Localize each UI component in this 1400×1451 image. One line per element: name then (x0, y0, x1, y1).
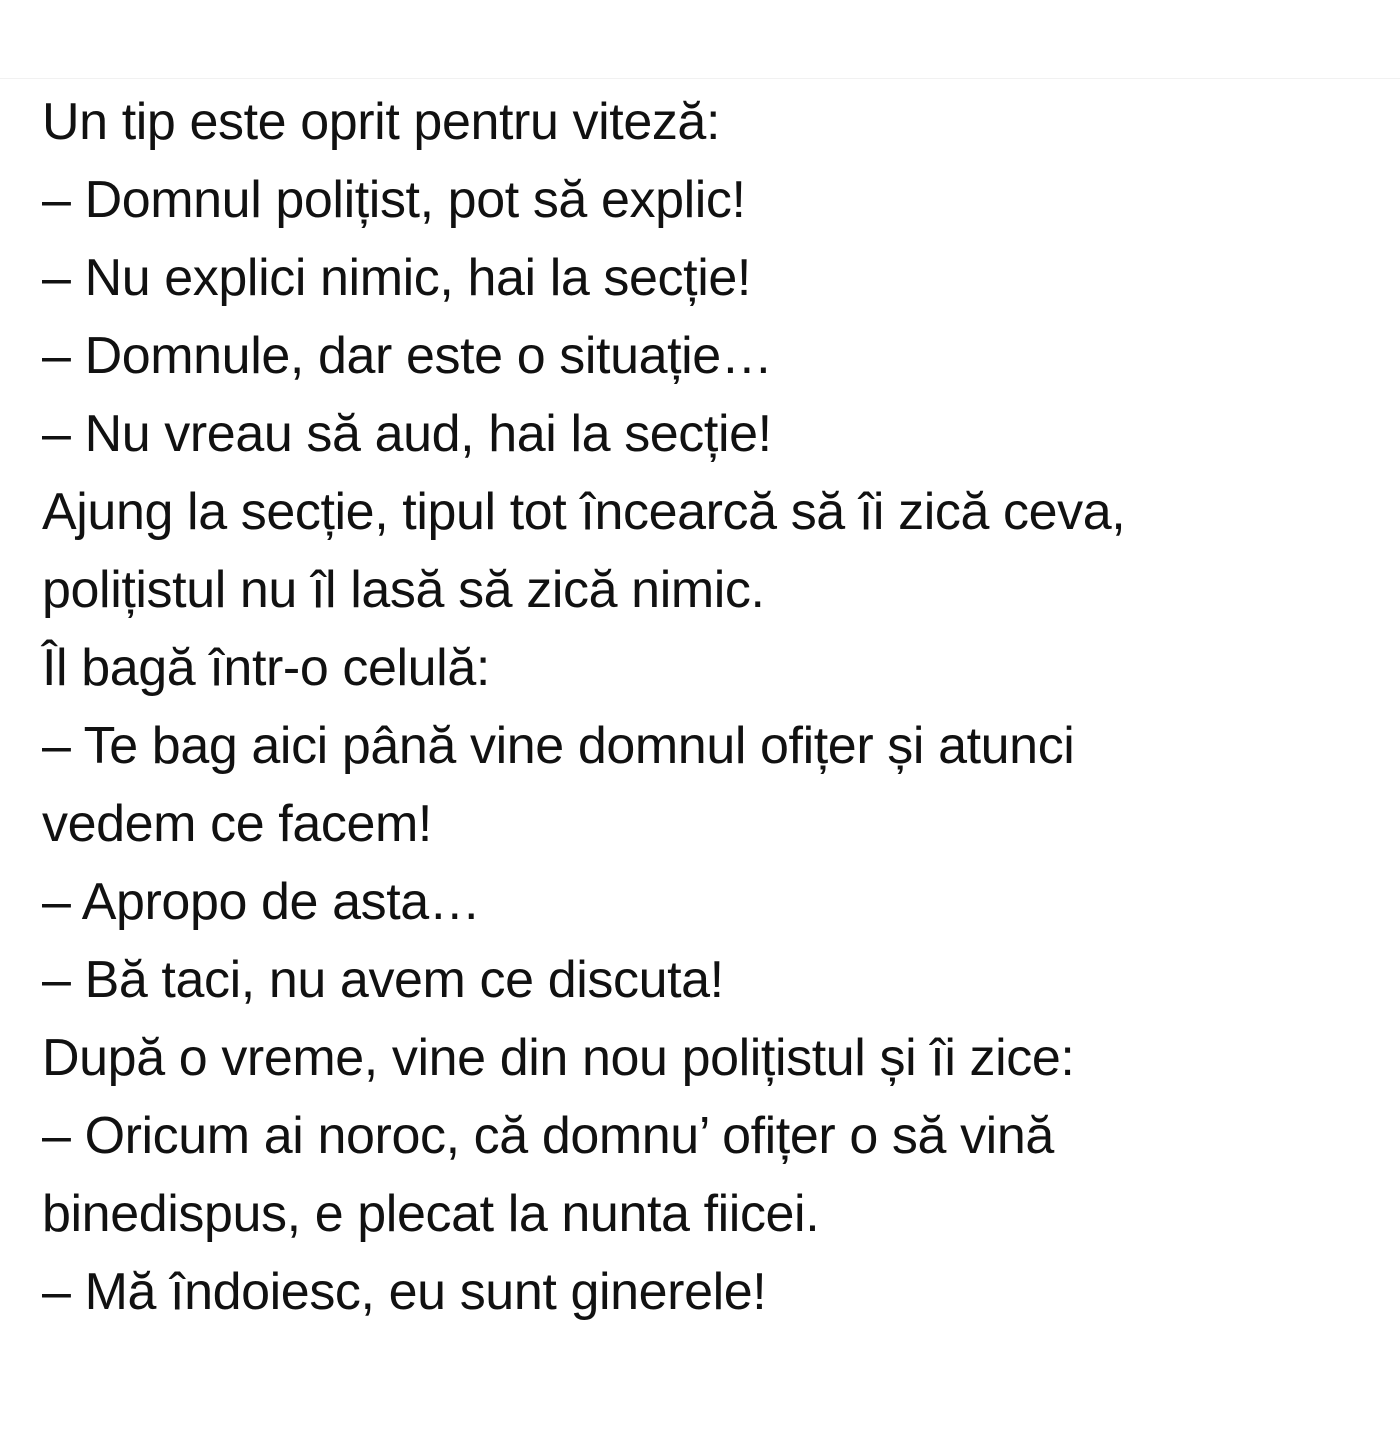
joke-line: Un tip este oprit pentru viteză: (42, 93, 721, 151)
joke-line: După o vreme, vine din nou polițistul și îi zice: (42, 1029, 1075, 1087)
joke-line: – Domnule, dar este o situație… (42, 327, 773, 385)
joke-line: – Bă taci, nu avem ce discuta! (42, 951, 724, 1009)
joke-line: – Nu vreau să aud, hai la secție! (42, 405, 772, 463)
joke-line: – Oricum ai noroc, că domnu’ ofițer o să vină (42, 1107, 1054, 1165)
joke-line: – Nu explici nimic, hai la secție! (42, 249, 751, 307)
joke-line: vedem ce facem! (42, 795, 432, 853)
joke-line: binedispus, e plecat la nunta fiicei. (42, 1185, 820, 1243)
joke-line: – Te bag aici până vine domnul ofițer și atunci (42, 717, 1075, 775)
joke-line: – Mă îndoiesc, eu sunt ginerele! (42, 1263, 767, 1321)
joke-line: Ajung la secție, tipul tot încearcă să îi zică ceva, (42, 483, 1126, 541)
joke-line: polițistul nu îl lasă să zică nimic. (42, 561, 765, 619)
joke-line: Îl bagă într-o celulă: (42, 639, 490, 697)
joke-text-block (42, 83, 1362, 1331)
top-blank-band (0, 0, 1400, 79)
joke-line: – Domnul polițist, pot să explic! (42, 171, 746, 229)
joke-line: – Apropo de asta… (42, 873, 481, 931)
